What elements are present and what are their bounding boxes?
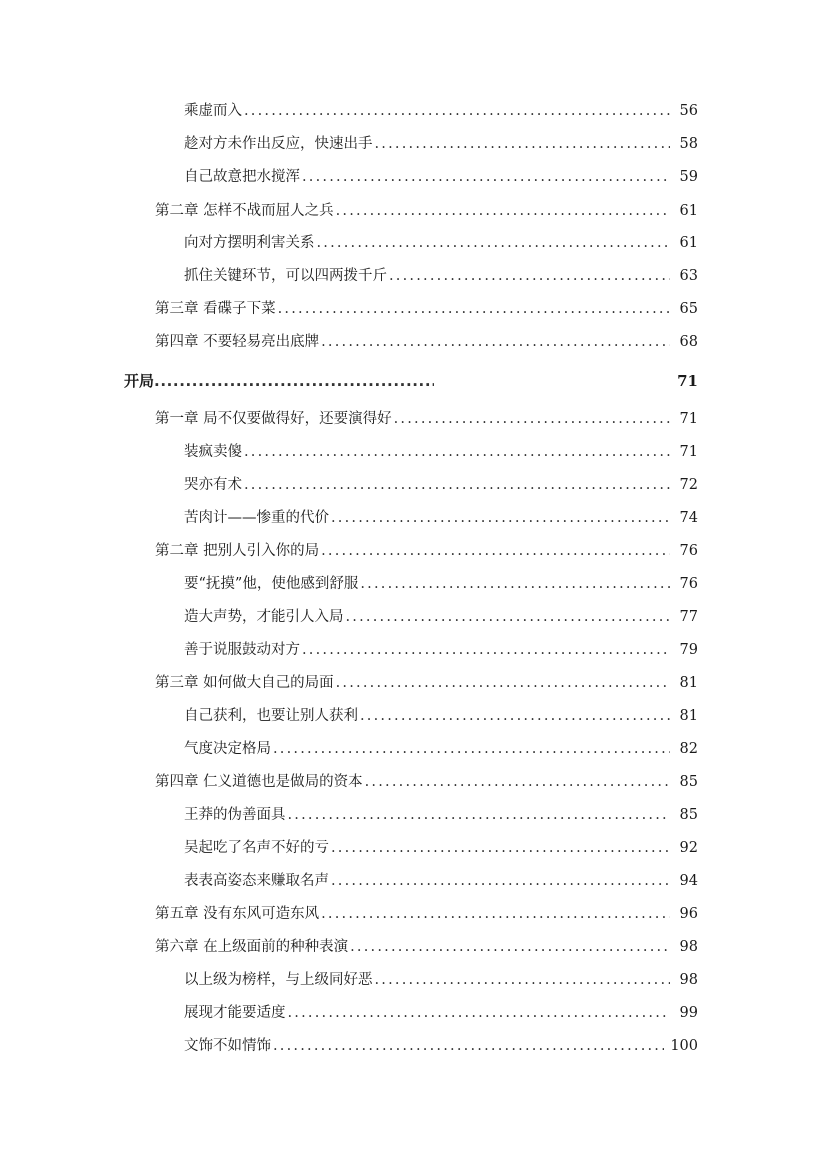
toc-entry-title: 苦肉计——惨重的代价 [184,510,329,526]
dot-leader [288,803,671,827]
toc-entry-title: 第四章 仁义道德也是做局的资本 [155,774,363,790]
toc-entry[interactable] [184,506,698,530]
dot-leader [336,671,670,695]
dot-leader [360,572,670,596]
toc-chapter[interactable] [155,199,698,223]
toc-entry[interactable] [184,605,698,629]
toc-entry-page: 81 [679,708,698,724]
toc-entry-title: 自己获利，也要让别人获利 [184,708,358,724]
dot-leader [288,1001,671,1025]
dot-leader [331,836,670,860]
dot-leader [273,737,670,761]
toc-entry[interactable] [184,869,698,893]
toc-chapter[interactable] [155,407,698,431]
toc-entry-title: 装疯卖傻 [184,444,242,460]
toc-chapter[interactable] [155,902,698,926]
dot-leader [331,506,670,530]
toc-entry-title: 要“抚摸”他，使他感到舒服 [184,576,359,592]
toc-entry-page: 65 [679,301,698,317]
toc-entry-page: 81 [679,675,698,691]
toc-entry-page: 85 [679,774,698,790]
dot-leader [360,704,670,728]
dot-leader [244,440,670,464]
dot-leader [375,132,671,156]
toc-entry-page: 85 [679,807,698,823]
toc-entry-title: 造大声势，才能引人入局 [184,609,344,625]
toc-entry-title: 气度决定格局 [184,741,271,757]
toc-entry-title: 第一章 局不仅要做得好，还要演得好 [155,411,392,427]
dot-leader [244,99,670,123]
toc-entry-page: 59 [679,169,698,185]
toc-entry-page: 79 [679,642,698,658]
dot-leader [302,638,670,662]
toc-entry-title: 文饰不如情饰 [184,1038,271,1054]
dot-leader [321,539,670,563]
toc-entry-page: 61 [679,203,698,219]
toc-entry-page: 71 [679,411,698,427]
toc-entry-title: 王莽的伪善面具 [184,807,286,823]
toc-entry-title: 乘虚而入 [184,103,242,119]
toc-entry-page: 72 [679,477,698,493]
toc-entry[interactable] [184,638,698,662]
toc-entry[interactable] [184,440,698,464]
toc-entry-title: 趁对方未作出反应，快速出手 [184,136,373,152]
toc-entry[interactable] [184,231,698,255]
dot-leader [375,968,671,992]
toc-entry-page: 100 [670,1038,698,1054]
toc-chapter[interactable] [155,935,698,959]
toc-entry-title: 第五章 没有东风可造东风 [155,906,320,922]
toc-entry-title: 以上级为榜样，与上级同好恶 [184,972,373,988]
dot-leader [302,165,670,189]
toc-entry-page: 76 [679,576,698,592]
toc-entry-title: 善于说服鼓动对方 [184,642,300,658]
toc-part-page: 71 [677,372,698,390]
toc-chapter[interactable] [155,539,698,563]
toc-entry-title: 第三章 如何做大自己的局面 [155,675,334,691]
toc-entry-page: 74 [679,510,698,526]
toc-entry-page: 94 [679,873,698,889]
toc-entry[interactable] [184,704,698,728]
toc-chapter[interactable] [155,671,698,695]
dot-leader [317,231,671,255]
toc-entry[interactable] [184,968,698,992]
dot-leader [321,330,670,354]
toc-entry-page: 63 [679,268,698,284]
toc-entry-page: 77 [679,609,698,625]
toc-entry-page: 98 [679,972,698,988]
toc-entry-title: 吴起吃了名声不好的亏 [184,840,329,856]
toc-entry-page: 99 [679,1005,698,1021]
toc-entry[interactable] [184,473,698,497]
toc-entry[interactable] [184,1034,698,1058]
toc-entry-title: 第四章 不要轻易亮出底牌 [155,334,320,350]
toc-entry-title: 自己故意把水搅浑 [184,169,300,185]
dot-leader [350,935,670,959]
dot-leader [244,473,670,497]
toc-entry-page: 58 [679,136,698,152]
toc-entry[interactable] [184,264,698,288]
toc-entry-page: 98 [679,939,698,955]
toc-entry-page: 96 [679,906,698,922]
toc-entry-page: 76 [679,543,698,559]
toc-entry-title: 展现才能要适度 [184,1005,286,1021]
toc-entry[interactable] [184,99,698,123]
toc-entry-page: 82 [679,741,698,757]
toc-entry-title: 第二章 把别人引入你的局 [155,543,320,559]
dot-leader [346,605,671,629]
toc-entry[interactable] [184,132,698,156]
dot-leader [365,770,670,794]
toc-entry[interactable] [184,836,698,860]
toc-entry-title: 向对方摆明利害关系 [184,235,315,251]
toc-chapter[interactable] [155,770,698,794]
toc-entry-title: 第六章 在上级面前的种种表演 [155,939,349,955]
toc-entry[interactable] [184,803,698,827]
toc-entry-title: 第二章 怎样不战而屈人之兵 [155,203,334,219]
toc-part[interactable] [124,369,698,393]
toc-entry-title: 表表高姿态来赚取名声 [184,873,329,889]
toc-chapter[interactable] [155,297,698,321]
toc-entry[interactable] [184,572,698,596]
dot-leader [331,869,670,893]
toc-entry-page: 68 [679,334,698,350]
toc-entry[interactable] [184,1001,698,1025]
dot-leader [154,369,434,393]
toc-chapter[interactable] [155,330,698,354]
toc-entry-page: 71 [679,444,698,460]
toc-entry-page: 61 [679,235,698,251]
dot-leader [389,264,670,288]
toc-entry-page: 92 [679,840,698,856]
toc-entry-title: 抓住关键环节，可以四两拨千斤 [184,268,387,284]
dot-leader [321,902,670,926]
dot-leader [394,407,670,431]
toc-entry-title: 哭亦有术 [184,477,242,493]
dot-leader [273,1034,664,1058]
toc-entry-title: 第三章 看碟子下菜 [155,301,276,317]
toc-entry[interactable] [184,737,698,761]
dot-leader [278,297,670,321]
toc-entry-page: 56 [679,103,698,119]
dot-leader [336,199,670,223]
toc-entry[interactable] [184,165,698,189]
toc-part-title: 开局 [124,372,155,390]
